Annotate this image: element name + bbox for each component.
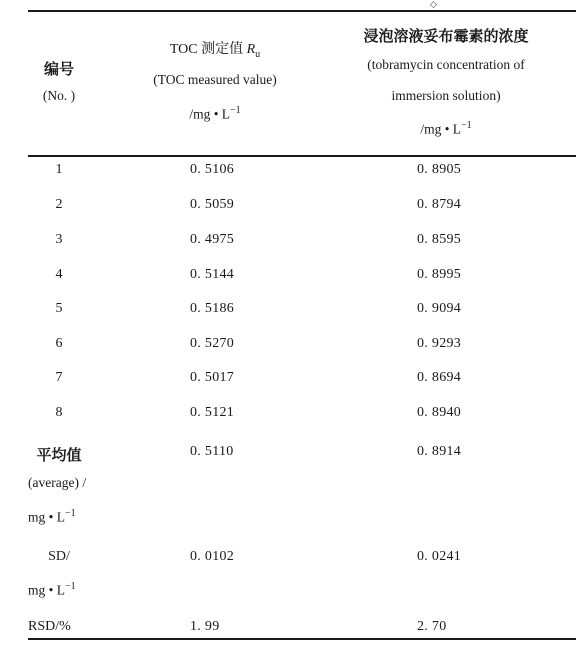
sd-conc: 0. 0241 [417,549,462,564]
sd-unit-sup: −1 [64,581,76,592]
row-toc: 0. 5017 [190,370,235,385]
row-conc: 0. 8794 [417,197,462,212]
row-no: 4 [55,267,63,282]
average-toc: 0. 5110 [190,444,234,459]
average-unit-text: mg • L [28,509,65,525]
row-conc: 0. 9293 [417,336,462,351]
table-bottom-rule [28,638,576,640]
header-conc-unit [326,120,566,138]
header-conc-unit-text: /mg • L [420,121,462,137]
row-toc: 0. 5121 [190,405,235,420]
header-bottom-rule [28,155,576,157]
row-no: 1 [55,162,63,177]
row-conc: 0. 8940 [417,405,462,420]
header-conc-en1: (tobramycin concentration of [367,57,525,72]
row-toc: 0. 5144 [190,267,235,282]
header-toc-line1 [150,38,280,60]
row-no: 3 [55,232,63,247]
row-toc: 0. 4975 [190,232,235,247]
rsd-conc: 2. 70 [417,619,447,634]
row-toc: 0. 5059 [190,197,235,212]
average-unit-sup: −1 [64,508,76,519]
row-conc: 0. 8905 [417,162,462,177]
row-no: 7 [55,370,63,385]
table-top-rule [28,10,576,12]
sd-unit [28,581,118,599]
header-conc-zh: 浸泡溶液妥布霉素的浓度 [363,27,529,45]
rsd-toc: 1. 99 [190,619,220,634]
row-no: 2 [55,197,63,212]
row-toc: 0. 5186 [190,301,235,316]
header-toc-sub: u [255,48,261,60]
header-toc-en: (TOC measured value) [153,72,277,87]
row-conc: 0. 9094 [417,301,462,316]
header-conc-unit-sup: −1 [461,120,472,131]
average-unit [28,508,118,526]
row-conc: 0. 8595 [417,232,462,247]
sd-toc: 0. 0102 [190,549,235,564]
row-no: 5 [55,301,63,316]
header-toc-unit-sup: −1 [230,105,241,116]
row-conc: 0. 8995 [417,267,462,282]
row-toc: 0. 5106 [190,162,235,177]
corner-mark: ◇ [430,0,437,10]
header-toc-symbol: R [246,42,256,57]
row-no: 6 [55,336,63,351]
row-no: 8 [55,405,63,420]
header-conc-en2: immersion solution) [391,88,501,103]
header-no-en: (No. ) [42,88,76,103]
average-label-en: (average) / [28,475,87,490]
average-label-zh: 平均值 [36,446,82,464]
row-toc: 0. 5270 [190,336,235,351]
row-conc: 0. 8694 [417,370,462,385]
header-toc-prefix: TOC 测定值 [169,42,247,57]
rsd-label: RSD/% [28,619,71,634]
sd-unit-text: mg • L [28,582,65,598]
sd-label: SD/ [48,549,70,564]
header-no-zh: 编号 [43,60,74,78]
header-toc-unit [150,105,280,123]
header-toc-unit-text: /mg • L [189,106,231,122]
average-conc: 0. 8914 [417,444,462,459]
